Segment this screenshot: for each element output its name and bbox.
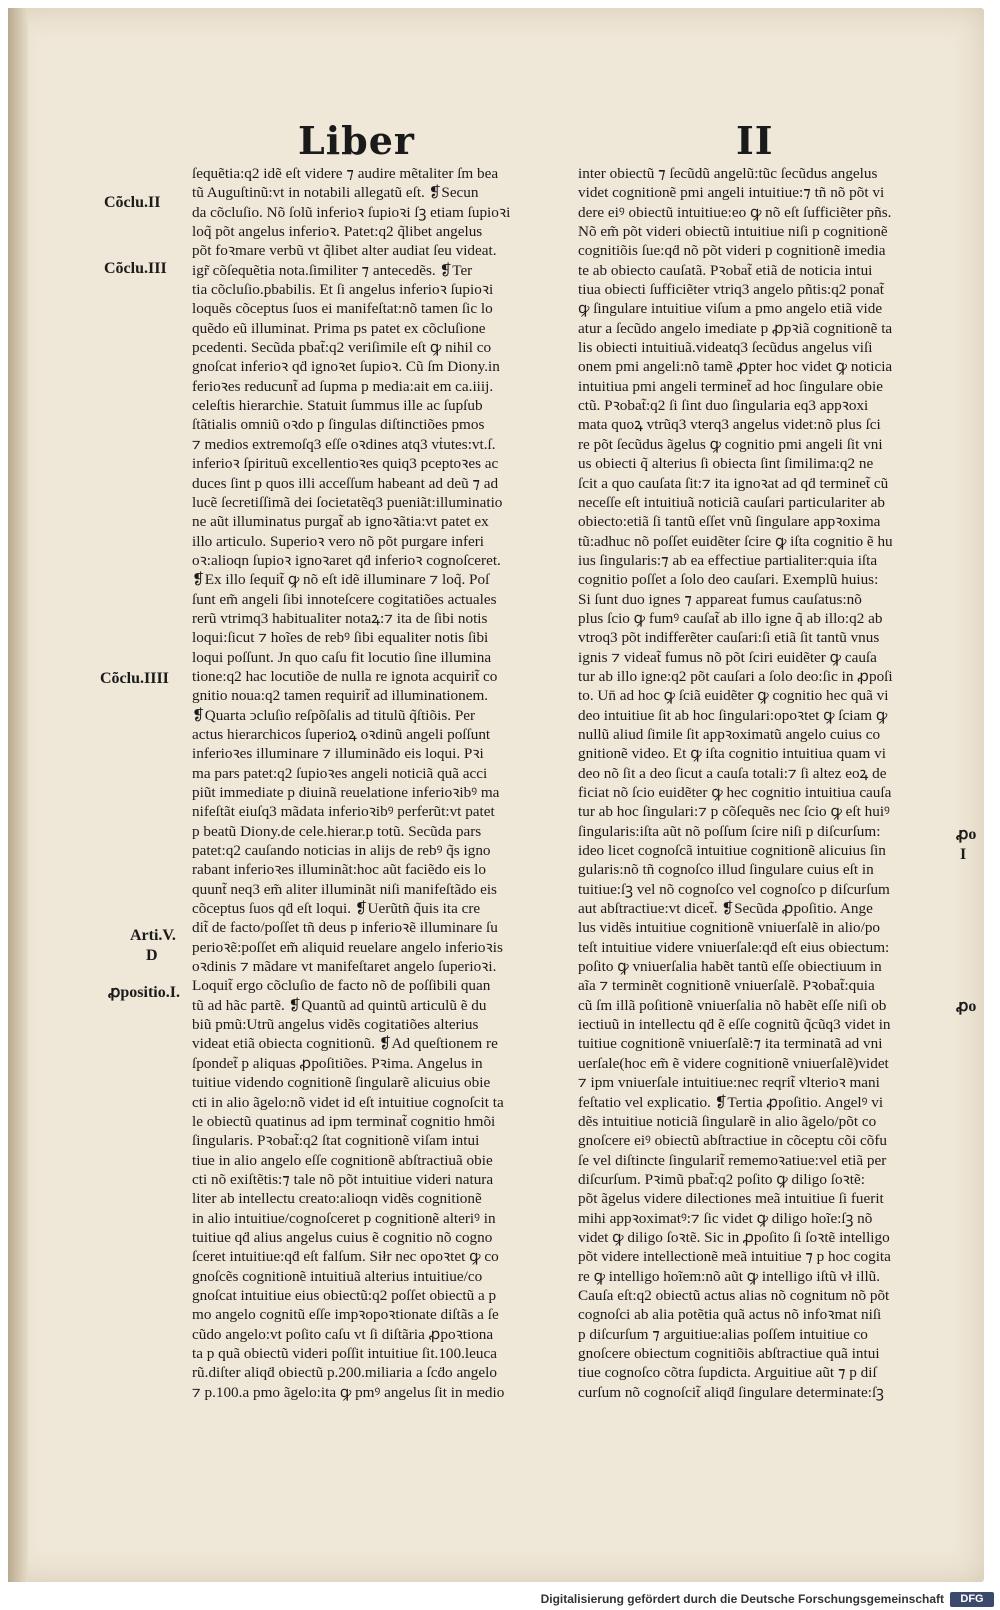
text-line: in alio intuitiue/cognoſceret p cognitionẽ alteriꝰ in bbox=[192, 1209, 496, 1227]
text-line: ❡Quarta ↄcluſio reſpõſalis ad titulũ q̃ſtiõis. Per bbox=[192, 706, 476, 724]
text-line: vtroq3 põt indifferẽter cauſari:ſi etiã ſit tantũ vnus bbox=[578, 629, 880, 647]
text-line: lucẽ ſecretiſſimã dei ſocietatẽq3 pueniãt:illuminatio bbox=[192, 493, 503, 511]
text-line: gularis:nõ tñ cognoſco illud ſingulare cuius eſt in bbox=[578, 861, 874, 879]
text-line: lis obiecti intuitiuã.videatq3 ſecũdus angelus viſi bbox=[578, 339, 873, 357]
text-column-left bbox=[192, 164, 552, 1402]
text-line: deo intuitiue ſit ab hoc ſingulari:opoꝛtet ꝙ ſciam ꝙ bbox=[578, 706, 888, 724]
text-line: loqui:ſicut ⁊ hoĩes de rebꝰ ſibi equaliter notis ſibi bbox=[192, 629, 489, 647]
text-line: diſcurſum. Pꝛimũ pbat̃:q2 poſito ꝙ diligo ſoꝛtẽ: bbox=[578, 1170, 865, 1188]
text-line: ferioꝛes reducunt̃ ad ſupma p media:ait em ca.iiij. bbox=[192, 377, 494, 395]
text-line: loqui poſſunt. Jn quo caſu fit locutio ſine illumina bbox=[192, 648, 492, 666]
text-line: cti in alio ãgelo:nõ videt id eſt intuitiue cognoſcit ta bbox=[192, 1093, 504, 1111]
text-line: Nõ em̃ põt videri obiectũ intuitiue niſi p cognitionẽ bbox=[578, 223, 888, 241]
margin-note-propositio-1: ꝓpositio.I. bbox=[108, 984, 180, 1001]
text-line: perioꝛẽ:poſſet em̃ aliquid reuelare angelo inferioꝛis bbox=[192, 938, 503, 956]
text-line: p diſcurſum ⁊ arguitiue:alias poſſem intuitiue co bbox=[578, 1325, 868, 1343]
running-head-left: Liber bbox=[298, 118, 415, 163]
text-line: ſtãtialis omniũ oꝛdo p ſingulas diſtinctiões pmos bbox=[192, 416, 485, 434]
text-line: dit̃ de facto/poſſet tñ deus p inferioꝛẽ illuminare ſu bbox=[192, 919, 498, 937]
text-line: rabant inferioꝛes illuminãt:hoc aũt faciẽdo eis lo bbox=[192, 861, 486, 879]
text-line: gnoſcere obiectum cognitiõis abſtractiue quã intui bbox=[578, 1344, 880, 1362]
text-line: ſcit a quo cauſata ſit:⁊ ita ignoꝛat ad qḋ terminet̃ cũ bbox=[578, 474, 889, 492]
text-line: atur a ſecũdo angelo imediate p ꝓpꝛiã cognitionẽ ta bbox=[578, 319, 893, 337]
text-line: põt ãgelus videre dilectiones meã intuitiue ſi fuerit bbox=[578, 1190, 884, 1208]
margin-note-conclusio-2: Cõclu.II bbox=[104, 194, 161, 211]
text-line: ſingularis. Pꝛobat̃:q2 ſtat cognitionẽ viſam intui bbox=[192, 1132, 480, 1150]
text-line: cti nõ exiſtẽtis:⁊ tale nõ põt intuitiue videri natura bbox=[192, 1170, 494, 1188]
text-line: inferioꝛ ſpirituũ excellentioꝛes quiq3 pceptoꝛes ac bbox=[192, 455, 499, 473]
text-line: uerſale(hoc em̃ ẽ videre cognitionẽ vniuerſalẽ)videt bbox=[578, 1054, 889, 1072]
text-line: dẽs intuitiue noticiã ſingularẽ in alio ãgelo/põt co bbox=[578, 1112, 877, 1130]
text-line: videt ꝙ diligo ſoꝛtẽ. Sic in ꝓpoſito ſi ſoꝛtẽ intelligo bbox=[578, 1228, 890, 1246]
text-line: teſt intuitiue videre vniuerſale:qḋ eſt eius obiectum: bbox=[578, 938, 890, 956]
text-line: ſceret intuitiue:qḋ eſt falſum. Siłr nec opoꝛtet ꝙ co bbox=[192, 1248, 499, 1266]
text-line: põt videre intellectionẽ meã intuitiue ⁊ p hoc cogita bbox=[578, 1248, 891, 1266]
text-line: ⁊ p.100.a pmo ãgelo:ita ꝙ pmꝰ angelus ſit in medio bbox=[192, 1383, 505, 1401]
text-line: gnoſcat inferioꝛ qḋ ignoꝛet ſupioꝛ. Cũ ſm Diony.in bbox=[192, 358, 500, 376]
text-line: tiua obiecti ſufficiẽter vtriq3 angelo pñtis:q2 ponat̃ bbox=[578, 281, 884, 299]
text-line: da cõcluſio. Nõ ſolũ inferioꝛ ſupioꝛi ſꝫ etiam ſupioꝛi bbox=[192, 203, 511, 221]
text-line: aut abſtractiue:vt dicet̃. ❡Secũda ꝓpoſitio. Ange bbox=[578, 900, 873, 918]
text-line: ⁊ medios extremoſq3 eſſe oꝛdines atq3 vṫutes:vt.ſ. bbox=[192, 435, 496, 453]
text-line: gnoſcere eiꝰ obiectũ abſtractiue in cõceptu cõi cõfu bbox=[578, 1132, 887, 1150]
text-line: le obiectũ quatinus ad ipm terminat̃ cognitio hmõi bbox=[192, 1112, 496, 1130]
text-line: onem pmi angeli:nõ tamẽ ꝓpter hoc videt ꝙ noticia bbox=[578, 358, 893, 376]
text-line: quunt̃ neq3 em̃ aliter illuminãt niſi manifeſtãdo eis bbox=[192, 880, 497, 898]
text-line: ꝙ ſingulare intuitiue viſum a pmo angelo etiã vide bbox=[578, 300, 883, 318]
text-line: ta p quã obiectũ videri poſſit intuitiue ſit.100.leuca bbox=[192, 1344, 497, 1362]
dfg-logo-icon: DFG bbox=[950, 1592, 994, 1607]
text-line: celeſtis hierarchie. Statuit ſummus ille ac ſupſub bbox=[192, 397, 483, 415]
text-line: Si ſunt duo ignes ⁊ appareat fumus cauſatus:nõ bbox=[578, 590, 862, 608]
text-line: Cauſa eſt:q2 obiectũ actus alias nõ cognitum nõ põt bbox=[578, 1286, 890, 1304]
text-line: deo nõ ſit a deo ſicut a cauſa totali:⁊ ſi altez eoꝝ de bbox=[578, 764, 887, 782]
text-line: oꝛ:alioqn ſupioꝛ ignoꝛaret qḋ inferioꝛ cognoſceret. bbox=[192, 551, 501, 569]
text-line: actus hierarchicos ſuperioꝝ oꝛdinũ angeli poſſunt bbox=[192, 725, 491, 743]
text-line: tuitiue cognitionẽ vniuerſalẽ:⁊ ita terminatã ad vni bbox=[578, 1035, 883, 1053]
text-line: tũ ad hãc partẽ. ❡Quantũ ad quintũ articulũ ẽ du bbox=[192, 996, 487, 1014]
margin-note-conclusio-3: Cõclu.III bbox=[104, 260, 167, 277]
text-line: liter ab intellectu creato:alioqn vidẽs cognitionẽ bbox=[192, 1190, 482, 1208]
text-line: ❡Ex illo ſequit̃ ꝙ nõ eſt idẽ illuminare ⁊ loq̃. Poſ bbox=[192, 571, 490, 589]
text-line: gnoſcẽs cognitionẽ intuitiuã alterius intuitiue/co bbox=[192, 1267, 483, 1285]
text-line: oꝛdinis ⁊ mãdare vt manifeſtaret angelo ſuperioꝛi. bbox=[192, 958, 497, 976]
text-line: Loquit̃ ergo cõcluſio de facto nõ de poſſibili quan bbox=[192, 977, 491, 995]
text-line: us obiecti q̃ alterius ſi obiecta ſint ſimilima:q2 ne bbox=[578, 455, 874, 473]
text-line: mihi appꝛoximatꝰ:⁊ ſic videt ꝙ diligo hoĩe:ſꝫ nõ bbox=[578, 1209, 873, 1227]
text-line: loquẽs cõceptus ſuos ei manifeſtat:nõ tamen ſic lo bbox=[192, 300, 493, 318]
text-line: biũ pmũ:Utrũ angelus vidẽs cogitatiões alterius bbox=[192, 1016, 479, 1034]
text-line: obiecto:etiã ſi tantũ eſſet vnũ ſingulare appꝛoxima bbox=[578, 513, 881, 531]
text-line: ſe vel diſtincte ſingularit̃ rememoꝛatiue:vel etiã per bbox=[578, 1151, 887, 1169]
text-line: duces ſint p quos illi acceſſum habeant ad deũ ⁊ ad bbox=[192, 474, 499, 492]
margin-note-articulus-5: Arti.V. bbox=[130, 927, 176, 944]
text-line: cõceptus ſuos qḋ eſt loqui. ❡Uerũtñ q̃uis ita cre bbox=[192, 900, 481, 918]
text-line: ſpondet̃ p aliquas ꝓpoſitiões. Pꝛima. Angelus in bbox=[192, 1054, 483, 1072]
running-head-right: II bbox=[736, 118, 774, 163]
text-line: cũdo angelo:vt poſito caſu vt ſi diſtãria ꝓpoꝛtiona bbox=[192, 1325, 494, 1343]
text-line: ius ſingularis:⁊ ab ea effectiue partialiter:quia iſta bbox=[578, 551, 878, 569]
text-line: videat etiã obiecta cognitionũ. ❡Ad queſtionem re bbox=[192, 1035, 498, 1053]
text-line: ⁊ ipm vniuerſale intuitiue:nec reqrit̃ vlterioꝛ mani bbox=[578, 1074, 880, 1092]
text-line: ignis ⁊ videat̃ fumus nõ põt ſciri euidẽter ꝙ cauſa bbox=[578, 648, 877, 666]
text-line: tur ab illo igne:q2 põt cauſari a ſolo deo:ſic in ꝓpoſi bbox=[578, 667, 893, 685]
text-line: igr̃ cõſequẽtia nota.ſimiliter ⁊ antecedẽs. ❡Ter bbox=[192, 261, 473, 279]
text-line: pcedenti. Secũda pbat̃:q2 veriſimile eſt ꝙ nihil co bbox=[192, 339, 492, 357]
text-line: tiue cognoſco cõtra ſupdicta. Arguitiue aũt ⁊ p diſ bbox=[578, 1364, 877, 1382]
text-line: rũ.diſter aliqḋ obiectũ p.200.miliaria a ſcḋo angelo bbox=[192, 1364, 497, 1382]
text-line: gnoſcat intuitiue eius obiectũ:q2 poſſet obiectũ a p bbox=[192, 1286, 497, 1304]
page-binding-edge bbox=[8, 8, 28, 1582]
text-line: to. Un̄ ad hoc ꝙ ſciã euidẽter ꝙ cognitio hec quã vi bbox=[578, 687, 889, 705]
text-line: re ꝙ intelligo hoĩem:nõ aũt ꝙ intelligo iſtũ vł illũ. bbox=[578, 1267, 881, 1285]
text-line: tũ Auguſtinũ:vt in notabili allegatũ eſt. ❡Secun bbox=[192, 184, 479, 202]
text-line: curſum nõ cognoſcit̃ aliqḋ ſingulare determinate:ſꝫ bbox=[578, 1383, 884, 1401]
text-line: ideo licet cognoſcã intuitiue cognitionẽ alicuius ſin bbox=[578, 842, 886, 860]
text-line: nifeſtãt eiuſq3 mãdata inferioꝛibꝰ perferũt:vt patet bbox=[192, 803, 495, 821]
text-line: tũ:adhuc nõ poſſet euidẽter ſcire ꝙ iſta cognitio ẽ hu bbox=[578, 532, 893, 550]
text-line: gnitio noua:q2 tamen requirit̃ ad illuminationem. bbox=[192, 687, 489, 705]
text-line: neceſſe eſt intuitiuã noticiã cauſari particulariter ab bbox=[578, 493, 885, 511]
text-line: poſito ꝙ vniuerſalia habẽt tantũ eſſe obiectiuum in bbox=[578, 958, 882, 976]
text-line: tuitiue:ſꝫ vel nõ cognoſco vel cognoſco p diſcurſum bbox=[578, 880, 890, 898]
text-line: aĩa ⁊ terminẽt cognitionẽ vniuerſalẽ. Pꝛobat̃:quia bbox=[578, 977, 875, 995]
text-line: loq̃ põt angelus inferioꝛ. Patet:q2 q̃libet angelus bbox=[192, 223, 483, 241]
text-line: nullũ aliud ſimile ſit appꝛoximatũ angelo cuius co bbox=[578, 725, 881, 743]
text-line: dere eiꝰ obiectũ intuitiue:eo ꝙ nõ eſt ſufficiẽter pñs. bbox=[578, 203, 892, 221]
text-line: ne aũt illuminatus purgat̃ ab ignoꝛãtia:vt patet ex bbox=[192, 513, 489, 531]
text-line: rerũ vtrimq3 habitualiter notaꝝ:⁊ ita de ſibi notis bbox=[192, 609, 488, 627]
text-line: tiue in alio angelo eſſe cognitionẽ abſtractiuã obie bbox=[192, 1151, 493, 1169]
text-line: intuitiua pmi angeli terminet̃ ad hoc ſingulare obie bbox=[578, 377, 883, 395]
text-line: tione:q2 hac locutiõe de nulla re ignota acquirit̃ co bbox=[192, 667, 498, 685]
text-line: inferioꝛes illuminare ⁊ illuminãdo eis loqui. Pꝛi bbox=[192, 745, 484, 763]
margin-note-conclusio-4: Cõclu.IIII bbox=[100, 670, 169, 687]
text-line: cũ ſm illã poſitionẽ vniuerſalia nõ habẽt eſſe niſi ob bbox=[578, 996, 887, 1014]
footer-credit: Digitalisierung gefördert durch die Deutsche Forschungsgemeinschaft bbox=[540, 1592, 944, 1606]
text-line: quẽdo eũ illuminat. Prima ps patet ex cõcluſione bbox=[192, 319, 486, 337]
margin-note-dubium: D bbox=[146, 947, 158, 964]
text-line: ſingularis:iſta aũt nõ poſſum ſcire niſi p diſcurſum: bbox=[578, 822, 881, 840]
text-column-right bbox=[578, 164, 940, 1402]
text-line: te ab obiecto cauſatã. Pꝛobat̃ etiã de noticia intui bbox=[578, 261, 873, 279]
text-line: p beatũ Diony.de cele.hierar.p totũ. Secũda pars bbox=[192, 822, 482, 840]
text-line: inter obiectũ ⁊ ſecũdũ angelũ:tũc ſecũdus angelus bbox=[578, 165, 878, 182]
text-line: videt cognitionẽ pmi angeli intuitiue:⁊ tñ nõ põt vi bbox=[578, 184, 885, 202]
text-line: re põt ſecũdus ãgelus ꝙ cognitio pmi angeli ſit vni bbox=[578, 435, 883, 453]
text-line: gnitionẽ video. Et ꝙ iſta cognitio intuitiua quam vi bbox=[578, 745, 886, 763]
margin-note-right-propositio: ꝓo bbox=[956, 826, 977, 843]
text-line: ma pars patet:q2 ſupioꝛes angeli noticiã quã acci bbox=[192, 764, 488, 782]
text-line: cognoſci ab alia potẽtia quã actus nõ infoꝛmat niſi bbox=[578, 1306, 882, 1324]
text-line: piũt immediate p diuinã reuelatione inferioꝛibꝰ ma bbox=[192, 784, 500, 801]
text-line: ſunt em̃ angeli ſibi innoteſcere cogitatiões actuales bbox=[192, 590, 497, 608]
text-line: cognitiõis ſue:qḋ nõ põt videri p cognitionẽ imedia bbox=[578, 242, 886, 260]
text-line: ctũ. Pꝛobat̃:q2 ſi ſint duo ſingularia eq3 appꝛoxi bbox=[578, 397, 869, 415]
text-line: ficiat nõ ſcio euidẽter ꝙ hec cognitio intuitiua cauſa bbox=[578, 784, 892, 801]
text-line: tuitiue qḋ alius angelus cuius ẽ cognitio nõ cogno bbox=[192, 1228, 493, 1246]
margin-note-right-numeral: I bbox=[960, 846, 967, 863]
text-line: patet:q2 cauſando noticias in alijs de rebꝰ q̃s igno bbox=[192, 842, 491, 860]
text-line: põt foꝛmare verbũ vt q̃libet alter audiat ſeu videat. bbox=[192, 242, 497, 260]
text-line: mo angelo cognitũ eſſe impꝛopoꝛtionate diſtãs a ſe bbox=[192, 1306, 499, 1324]
text-line: cognitio poſſet a ſolo deo cauſari. Exemplũ huius: bbox=[578, 571, 879, 589]
text-line: tuitiue videndo cognitionẽ ſingularẽ alicuius obie bbox=[192, 1074, 491, 1092]
text-line: iectiuũ in intellectu qḋ ẽ eſſe cognitũ q̃cũq3 videt in bbox=[578, 1016, 891, 1034]
text-line: mata quoꝝ vtrũq3 vterq3 angelus videt:nõ plus ſci bbox=[578, 416, 881, 434]
text-line: feſtatio vel explicatio. ❡Tertia ꝓpoſitio. Angelꝰ vi bbox=[578, 1093, 884, 1111]
text-line: tia cõcluſio.pbabilis. Et ſi angelus inferioꝛ ſupioꝛi bbox=[192, 281, 494, 299]
text-line: lus vidẽs intuitiue cognitionẽ vniuerſalẽ in alio/po bbox=[578, 919, 881, 937]
text-line: plus ſcio ꝙ fumꝰ cauſat̃ ab illo igne q̃ ab illo:q2 ab bbox=[578, 609, 883, 627]
margin-note-right-propositio-3: ꝓo bbox=[956, 998, 977, 1015]
text-line: ſequẽtia:q2 idẽ eſt videre ⁊ audire mẽtaliter ſm bea bbox=[192, 165, 499, 182]
text-line: tur ab hoc ſingulari:⁊ p cõſequẽs nec ſcio ꝙ eſt huiꝰ bbox=[578, 803, 890, 821]
text-line: illo articulo. Superioꝛ vero nõ põt purgare inferi bbox=[192, 532, 485, 550]
